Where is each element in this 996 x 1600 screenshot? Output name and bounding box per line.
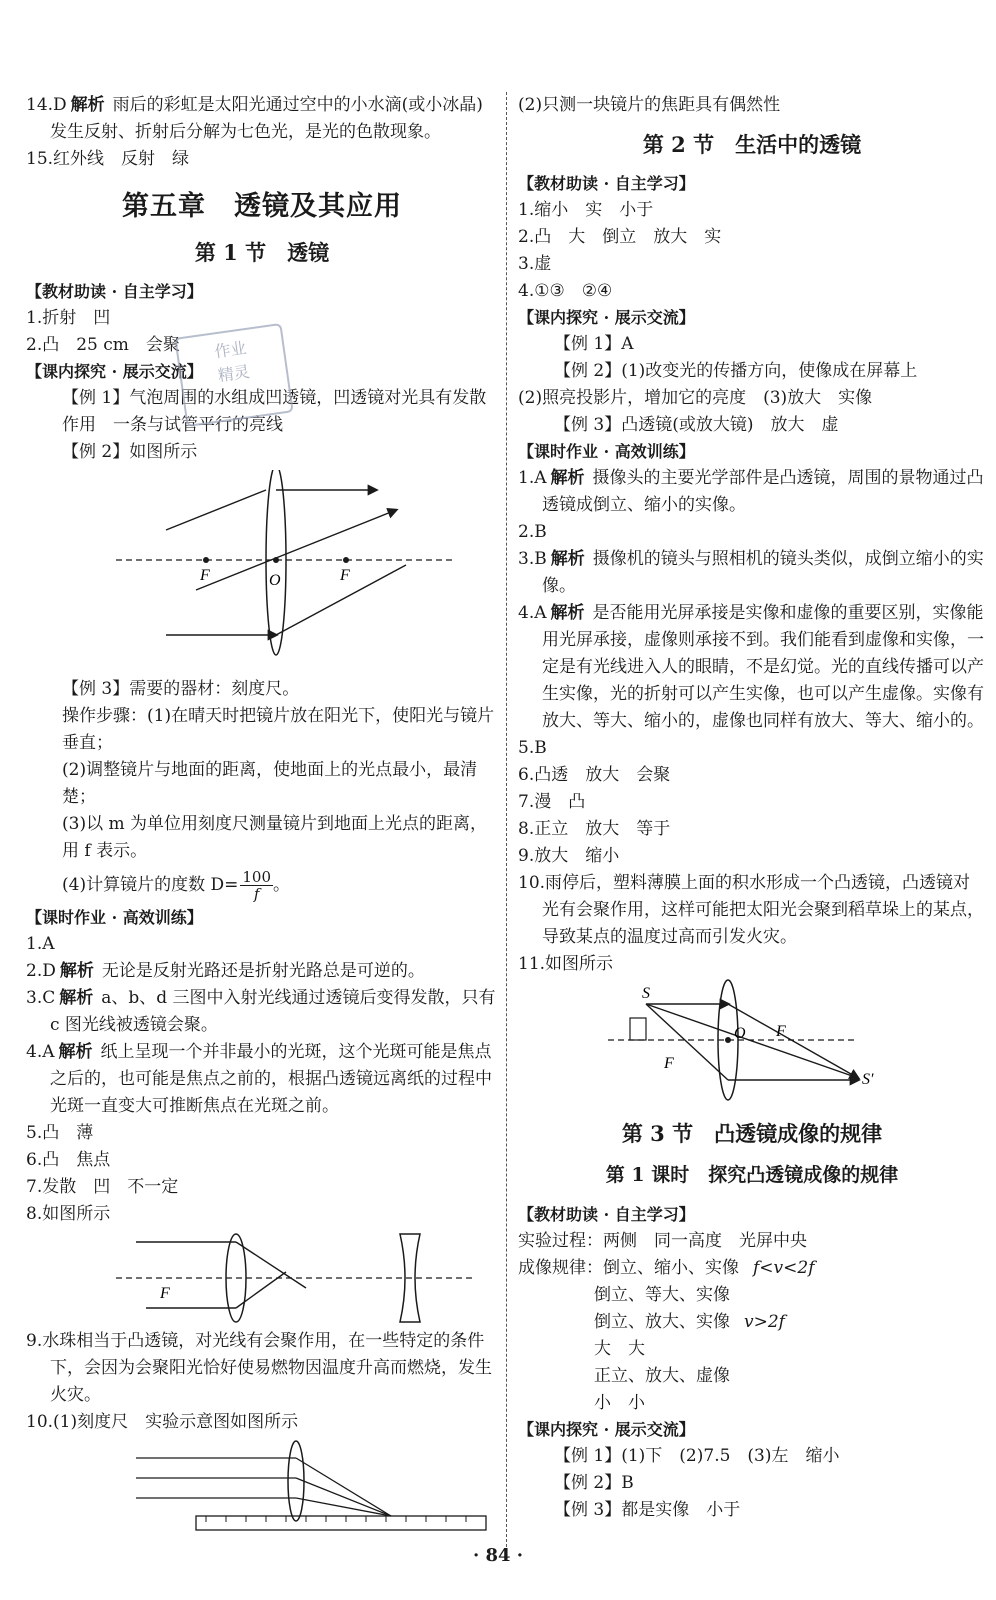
hw-10: 10.(1)刻度尺 实验示意图如图所示 bbox=[26, 1412, 299, 1432]
rule-condition: f<v<2f bbox=[753, 1258, 815, 1278]
label-explore: 【课内探究 · 展示交流】 bbox=[26, 362, 203, 381]
analysis-keyword: 解析 bbox=[550, 549, 585, 569]
analysis-text: 摄像头的主要光学部件是凸透镜，周围的景物通过凸透镜成倒立、缩小的实像。 bbox=[542, 468, 984, 515]
page-number: · 84 · bbox=[472, 1545, 524, 1566]
focus-label: F bbox=[160, 1285, 170, 1302]
study-answer-3: 3.虚 bbox=[518, 254, 552, 274]
column-divider bbox=[506, 92, 507, 1552]
hw-6: 6.凸透 放大 会聚 bbox=[518, 765, 671, 785]
answer-number: 3.B bbox=[518, 549, 547, 569]
step-2: (2)调整镜片与地面的距离，使地面上的光点最小，最清楚； bbox=[62, 760, 478, 807]
label-study-2: 【教材助读 · 自主学习】 bbox=[518, 1205, 695, 1224]
lens-diagram-2 bbox=[76, 1228, 496, 1328]
label-study: 【教材助读 · 自主学习】 bbox=[26, 282, 203, 301]
stamp-text-1: 作业 bbox=[213, 338, 248, 362]
lens-diagram-1 bbox=[76, 470, 496, 670]
example-1: 【例 1】A bbox=[554, 334, 634, 354]
steps-intro: 操作步骤：(1)在晴天时把镜片放在阳光下，使阳光与镜片垂直； bbox=[62, 706, 495, 753]
rule-text: 倒立、放大、实像 bbox=[594, 1312, 730, 1332]
label-explore-2: 【课内探究 · 展示交流】 bbox=[518, 1420, 695, 1439]
hw-2 bbox=[26, 958, 498, 985]
hw-7: 7.发散 凹 不一定 bbox=[26, 1177, 179, 1197]
rule-label: 成像规律： bbox=[518, 1258, 603, 1278]
rule-row-3 bbox=[518, 1309, 986, 1336]
example-3: 【例 3】凸透镜(或放大镜) 放大 虚 bbox=[554, 415, 839, 435]
hw-5: 5.B bbox=[518, 738, 547, 758]
center-label: O bbox=[734, 1025, 746, 1042]
analysis-text: a、b、d 三图中入射光线通过透镜后变得发散，只有 c 图光线被透镜会聚。 bbox=[50, 988, 496, 1035]
analysis-text: 是否能用光屏承接是实像和虚像的重要区别，实像能用光屏承接，虚像则承接不到。我们能看到虚像和实像，一定是有光线进入人的眼睛，不是幻觉。光的直线传播可以产生实像，光的折射可以产生实像，也可以产生虚像。实像有放大、等大、缩小的，虚像也同样有放大、等大、缩小的。 bbox=[542, 603, 984, 731]
example-2a: 【例 2】(1)改变光的传播方向，使像成在屏幕上 bbox=[554, 361, 918, 381]
rule-row-4: 大 大 bbox=[594, 1339, 645, 1359]
chapter-title: 第五章 透镜及其应用 bbox=[122, 191, 402, 222]
rule-row-2 bbox=[518, 1282, 986, 1309]
hw-2: 2.B bbox=[518, 522, 547, 542]
answer-number: 4.A bbox=[26, 1042, 55, 1062]
example-2b: (2)照亮投影片，增加它的亮度 (3)放大 实像 bbox=[518, 388, 873, 408]
stamp-text-2: 精灵 bbox=[216, 361, 251, 386]
example-1b: 【例 1】(1)下 (2)7.5 (3)左 缩小 bbox=[554, 1446, 840, 1466]
focus-label-left: F bbox=[664, 1055, 674, 1072]
fraction-denominator: f bbox=[253, 885, 260, 903]
rule-row-1 bbox=[518, 1255, 986, 1282]
right-column bbox=[518, 92, 986, 1524]
source-label: S bbox=[642, 985, 650, 1002]
analysis-keyword: 解析 bbox=[550, 603, 585, 623]
hw-8: 8.如图所示 bbox=[26, 1204, 111, 1224]
hw-3 bbox=[518, 546, 986, 600]
focus-label-right: F bbox=[776, 1023, 786, 1040]
study-answer-4: 4.①③ ②④ bbox=[518, 281, 613, 301]
example-2: 【例 2】如图所示 bbox=[62, 442, 198, 462]
analysis-text: 无论是反射光路还是折射光路总是可逆的。 bbox=[101, 961, 425, 981]
section-1-title: 第 1 节 透镜 bbox=[194, 240, 330, 265]
hw-6: 6.凸 焦点 bbox=[26, 1150, 111, 1170]
analysis-keyword: 解析 bbox=[58, 1042, 93, 1062]
analysis-keyword: 解析 bbox=[59, 988, 94, 1008]
formula-fraction bbox=[240, 869, 273, 902]
analysis-text: 雨后的彩虹是太阳光通过空中的小水滴(或小冰晶)发生反射、折射后分解为七色光，是光的色散现象。 bbox=[50, 95, 483, 142]
focus-label-left: F bbox=[200, 567, 210, 584]
example-3b: 【例 3】都是实像 小于 bbox=[554, 1500, 741, 1520]
analysis-text: 摄像机的镜头与照相机的镜头类似，成倒立缩小的实像。 bbox=[542, 549, 984, 596]
hw-1 bbox=[518, 465, 986, 519]
study-answer-1: 1.折射 凹 bbox=[26, 308, 111, 328]
analysis-keyword: 解析 bbox=[70, 95, 105, 115]
step-4 bbox=[26, 865, 498, 905]
answer-number: 1.A bbox=[518, 468, 547, 488]
example-3: 【例 3】需要的器材：刻度尺。 bbox=[62, 679, 300, 699]
rule-condition: v>2f bbox=[744, 1312, 785, 1332]
answer-number: 2.D bbox=[26, 961, 56, 981]
lens-diagram-3 bbox=[518, 978, 978, 1108]
hw-3 bbox=[26, 985, 498, 1039]
analysis-keyword: 解析 bbox=[59, 961, 94, 981]
study-answer-1: 1.缩小 实 小于 bbox=[518, 200, 654, 220]
hw-9: 9.水珠相当于凸透镜，对光线有会聚作用，在一些特定的条件下，会因为会聚阳光恰好使易燃物因温度升高而燃烧，发生火灾。 bbox=[26, 1331, 492, 1405]
section-3-title: 第 3 节 凸透镜成像的规律 bbox=[621, 1121, 883, 1146]
example-2c: 【例 2】B bbox=[554, 1473, 634, 1493]
label-homework: 【课时作业 · 高效训练】 bbox=[518, 442, 695, 461]
hw-9: 9.放大 缩小 bbox=[518, 846, 620, 866]
answer-number: 14.D bbox=[26, 95, 67, 115]
hw-10: 10.雨停后，塑料薄膜上面的积水形成一个凸透镜，凸透镜对光有会聚作用，这样可能把太阳光会聚到稻草垛上的某点，导致某点的温度过高而引发火灾。 bbox=[518, 873, 984, 947]
hw-4 bbox=[26, 1039, 498, 1120]
image-label: S′ bbox=[862, 1071, 874, 1088]
answer-10-part2: (2)只测一块镜片的焦距具有偶然性 bbox=[518, 95, 781, 115]
step-3: (3)以 m 为单位用刻度尺测量镜片到地面上光点的距离，用 f 表示。 bbox=[62, 814, 488, 861]
focus-label-right: F bbox=[340, 567, 350, 584]
left-column bbox=[26, 92, 498, 1536]
study-answer-2: 2.凸 大 倒立 放大 实 bbox=[518, 227, 722, 247]
fraction-numerator: 100 bbox=[242, 868, 271, 886]
watermark-stamp bbox=[174, 323, 293, 427]
answer-number: 4.A bbox=[518, 603, 547, 623]
label-study: 【教材助读 · 自主学习】 bbox=[518, 174, 695, 193]
example-1: 【例 1】气泡周围的水组成凹透镜，凹透镜对光具有发散作用 一条与试管平行的亮线 bbox=[62, 388, 487, 435]
answer-number: 3.C bbox=[26, 988, 56, 1008]
step-4-text: (4)计算镜片的度数 D= bbox=[62, 875, 239, 895]
hw-7: 7.漫 凸 bbox=[518, 792, 586, 812]
study-answer-2: 2.凸 25 cm 会聚 bbox=[26, 335, 180, 355]
rule-text: 倒立、等大、实像 bbox=[594, 1285, 730, 1305]
section-2-title: 第 2 节 生活中的透镜 bbox=[642, 132, 862, 157]
hw-11: 11.如图所示 bbox=[518, 954, 614, 974]
label-homework: 【课时作业 · 高效训练】 bbox=[26, 908, 203, 927]
hw-1: 1.A bbox=[26, 934, 55, 954]
answer-14 bbox=[26, 92, 498, 146]
step-4-suffix: 。 bbox=[273, 875, 290, 895]
hw-5: 5.凸 薄 bbox=[26, 1123, 94, 1143]
hw-8: 8.正立 放大 等于 bbox=[518, 819, 671, 839]
answer-15: 15.红外线 反射 绿 bbox=[26, 149, 190, 169]
center-label: O bbox=[269, 572, 281, 589]
analysis-text: 纸上呈现一个并非最小的光斑，这个光斑可能是焦点之后的，也可能是焦点之前的，根据凸透镜远离纸的过程中光斑一直变大可推断焦点在光斑之前。 bbox=[50, 1042, 492, 1116]
hw-4 bbox=[518, 600, 986, 735]
experiment-process: 实验过程：两侧 同一高度 光屏中央 bbox=[518, 1231, 807, 1251]
lesson-1-title: 第 1 课时 探究凸透镜成像的规律 bbox=[605, 1164, 899, 1186]
rule-row-5: 正立、放大、虚像 bbox=[594, 1366, 730, 1386]
rule-text: 倒立、缩小、实像 bbox=[603, 1258, 739, 1278]
rule-row-6: 小 小 bbox=[594, 1393, 645, 1413]
experiment-diagram bbox=[116, 1436, 536, 1536]
label-explore: 【课内探究 · 展示交流】 bbox=[518, 308, 695, 327]
analysis-keyword: 解析 bbox=[550, 468, 585, 488]
